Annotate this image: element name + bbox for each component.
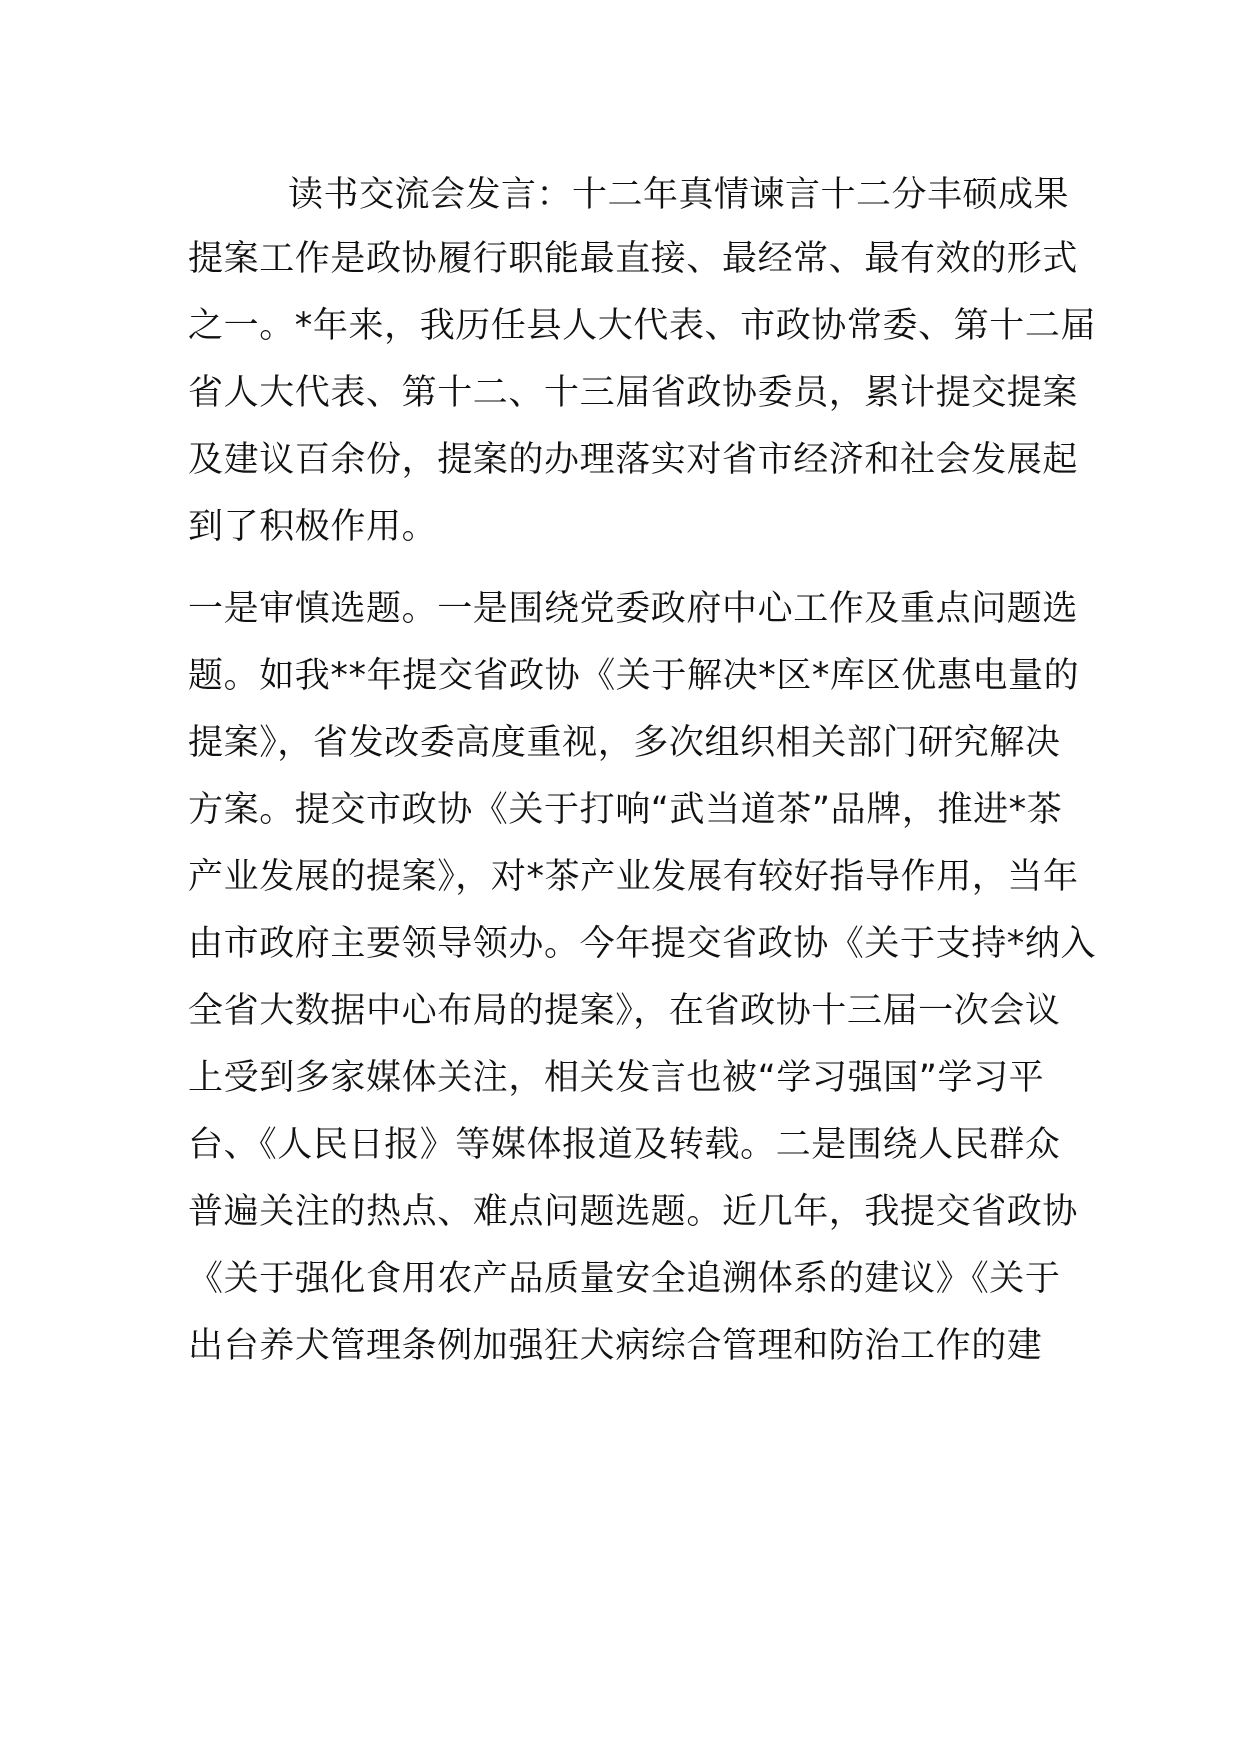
document-title: 读书交流会发言：十二年真情谏言十二分丰硕成果 [288,175,1070,215]
paragraph-line: 方案。提交市政协《关于打响“武当道茶”品牌，推进*茶 [188,790,1063,830]
paragraph-line: 上受到多家媒体关注，相关发言也被“学习强国”学习平 [188,1058,1045,1098]
paragraph-line: 到了积极作用。 [188,507,438,547]
paragraph-line: 一是审慎选题。一是围绕党委政府中心工作及重点问题选 [188,589,1079,629]
paragraph-line: 提案工作是政协履行职能最直接、最经常、最有效的形式 [188,239,1079,279]
paragraph-line: 出台养犬管理条例加强狂犬病综合管理和防治工作的建 [188,1326,1043,1366]
paragraph-line: 《关于强化食用农产品质量安全追溯体系的建议》《关于 [188,1259,1061,1299]
paragraph-line: 全省大数据中心布局的提案》，在省政协十三届一次会议 [188,991,1061,1031]
paragraph-line: 及建议百余份，提案的办理落实对省市经济和社会发展起 [188,440,1079,480]
paragraph-line: 提案》，省发改委高度重视，多次组织相关部门研究解决 [188,723,1061,763]
paragraph-line: 由市政府主要领导领办。今年提交省政协《关于支持*纳入 [188,924,1097,964]
paragraph-line: 普遍关注的热点、难点问题选题。近几年，我提交省政协 [188,1192,1079,1232]
paragraph-line: 之一。*年来，我历任县人大代表、市政协常委、第十二届 [188,306,1097,346]
paragraph-line: 产业发展的提案》，对*茶产业发展有较好指导作用，当年 [188,857,1079,897]
paragraph-line: 省人大代表、第十二、十三届省政协委员，累计提交提案 [188,373,1079,413]
paragraph-line: 题。如我**年提交省政协《关于解决*区*库区优惠电量的 [188,656,1080,696]
paragraph-line: 台、《人民日报》等媒体报道及转载。二是围绕人民群众 [188,1125,1061,1165]
